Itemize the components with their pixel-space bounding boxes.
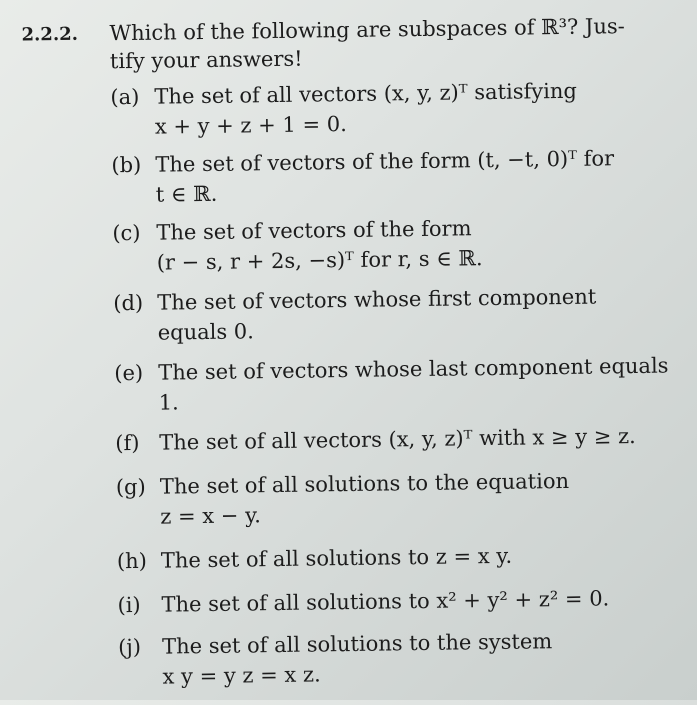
question-line-2: tify your answers! [109,46,303,74]
item-text-line: The set of vectors of the form [156,216,472,245]
item-label: (f) [115,430,140,456]
item-text-line: The set of all solutions to the system [161,629,553,659]
item-text-line: (r − s, r + 2s, −s)ᵀ for r, s ∈ ℝ. [156,246,483,275]
item-label: (h) [116,548,148,574]
question-line-1: Which of the following are subspaces of ℝ³? Jus- [109,14,625,46]
item-text-line: The set of all solutions to x² + y² + z² = 0. [161,586,610,617]
item-text-line: The set of all vectors (x, y, z)ᵀ satisfying [154,78,577,109]
item-label: (c) [112,220,141,246]
item-d [113,283,673,345]
item-text-line: The set of all solutions to z = x y. [160,543,513,573]
item-c [112,213,672,275]
item-text-line: x + y + z + 1 = 0. [154,112,347,139]
item-text-line: The set of all solutions to the equation [159,468,570,499]
item-text-line: The set of vectors whose last component equals [158,353,669,385]
problem-number: 2.2.2. [21,23,79,46]
item-b [111,145,671,207]
item-label: (d) [113,290,144,316]
item-label: (g) [115,474,146,500]
item-h [116,541,677,574]
item-text-line: x y = y z = x z. [162,662,321,689]
item-label: (b) [111,152,142,178]
item-label: (j) [117,634,142,660]
item-text-line: The set of vectors of the form (t, −t, 0)ᵀ for [155,146,615,177]
item-text-line: t ∈ ℝ. [155,181,218,207]
problem-header [21,14,625,74]
item-g [115,467,676,529]
item-label: (e) [114,360,144,386]
item-text-line: The set of vectors whose first component [157,284,597,315]
item-i [117,585,677,618]
item-text-line: equals 0. [157,319,255,345]
item-label: (i) [117,592,141,618]
item-f [115,423,675,456]
item-text-line: z = x − y. [160,503,262,529]
item-a [110,77,670,139]
item-e [114,353,674,415]
item-j [117,627,678,689]
item-label: (a) [110,84,140,110]
item-text-line: The set of all vectors (x, y, z)ᵀ with x ≥ y ≥ z. [159,423,636,455]
item-text-line: 1. [158,390,179,415]
